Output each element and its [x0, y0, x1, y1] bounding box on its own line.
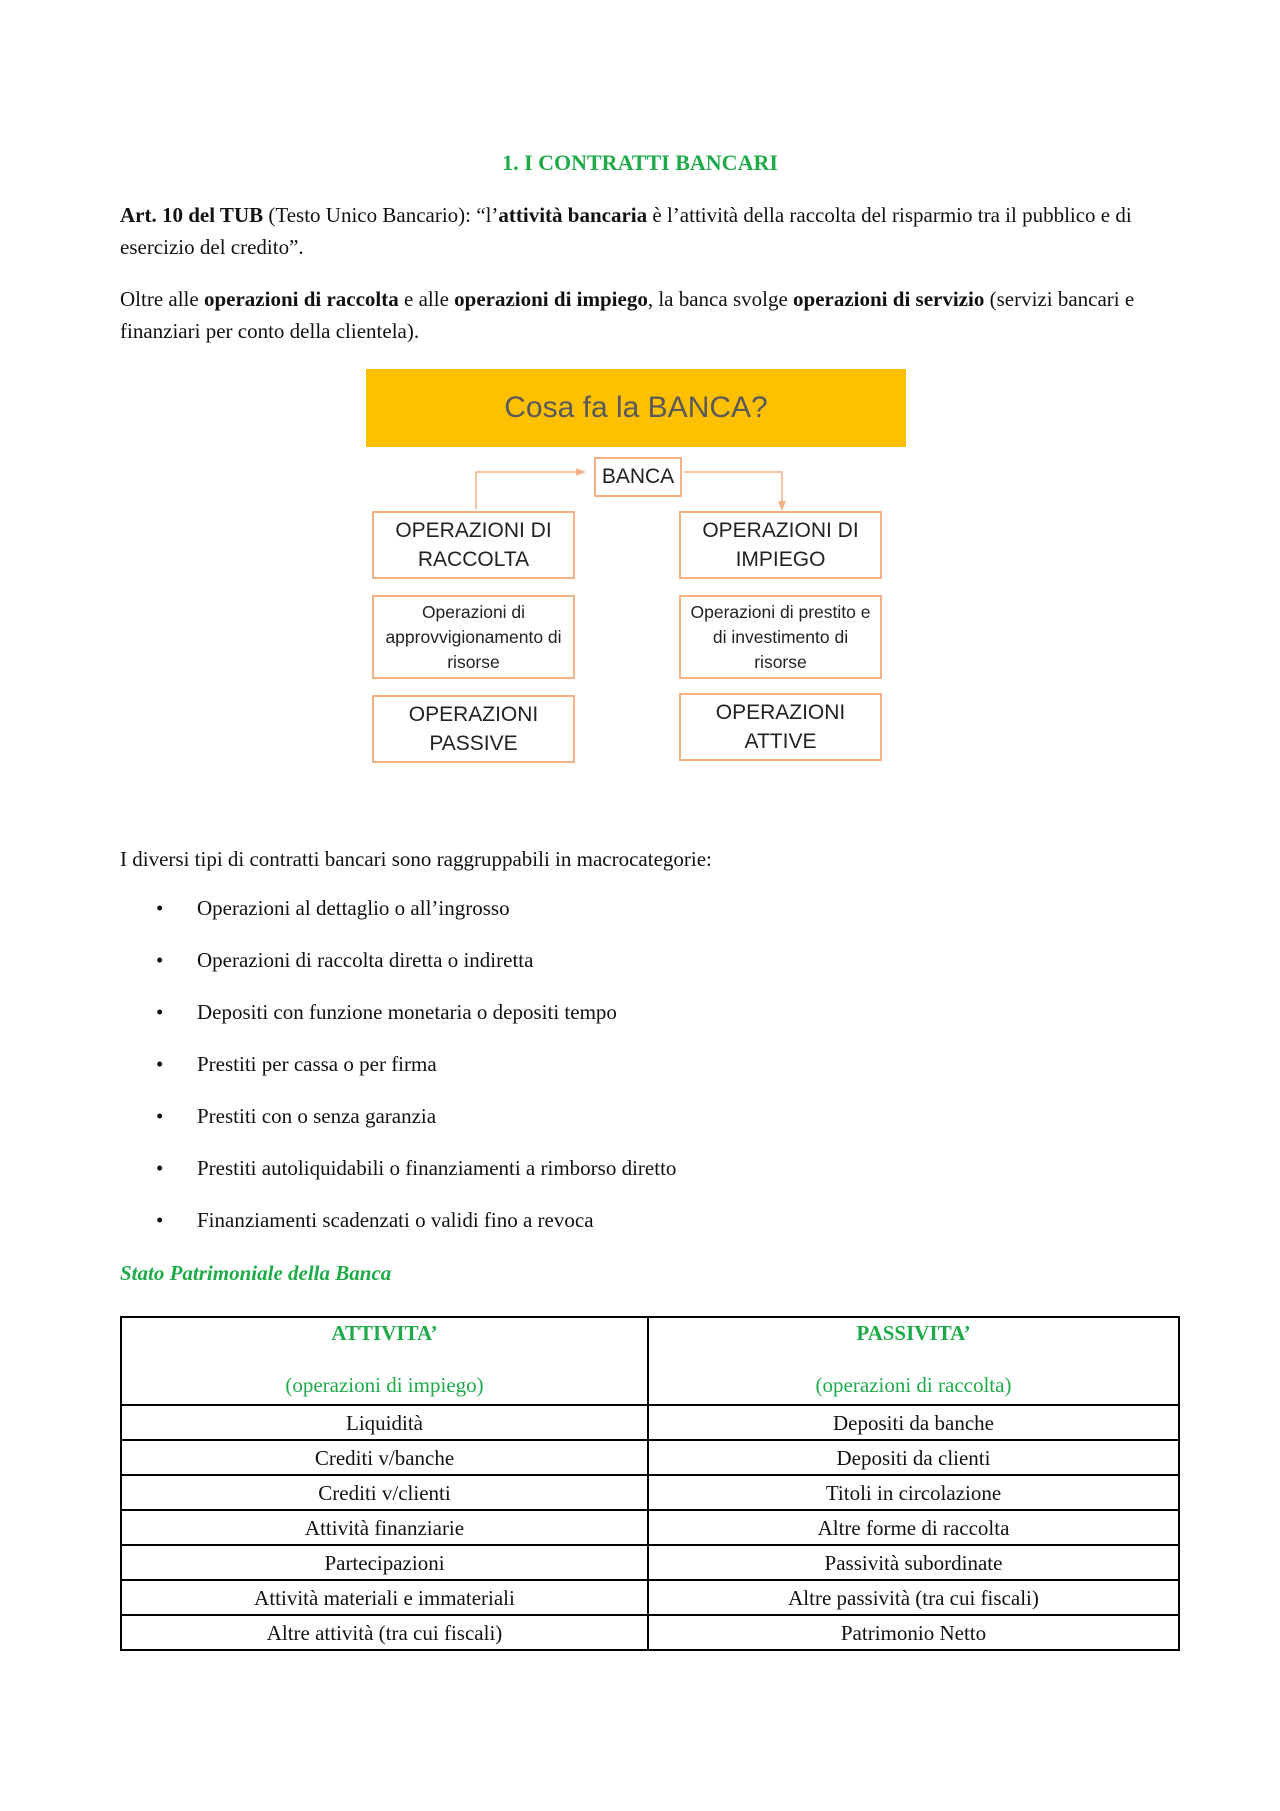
table-cell: Attività finanziarie [121, 1510, 648, 1545]
text: (Testo Unico Bancario): “l’ [263, 203, 499, 227]
diagram-banner-title: Cosa fa la BANCA? [504, 391, 768, 424]
bullet-icon: • [156, 1104, 164, 1128]
list-item-text: Depositi con funzione monetaria o depositi tempo [197, 1000, 617, 1024]
arrow-from-banca [684, 472, 782, 501]
header-title: ATTIVITA’ [331, 1321, 438, 1345]
list-item [120, 1204, 1170, 1256]
bold-text: operazioni di impiego [454, 287, 648, 311]
text: e alle [398, 287, 455, 311]
bold-text: operazioni di raccolta [203, 287, 399, 311]
diagram-box-passive: OPERAZIONI PASSIVE [372, 695, 575, 763]
bullet-icon: • [156, 948, 164, 972]
list-item-text: Operazioni al dettaglio o all’ingrosso [197, 896, 510, 920]
list-item [120, 892, 1170, 944]
diagram-box-raccolta: OPERAZIONI DI RACCOLTA [372, 511, 575, 579]
table-row [121, 1440, 1179, 1475]
bullet-icon: • [156, 1156, 164, 1180]
arrow-head-down-icon [778, 501, 786, 511]
section-title: 1. I CONTRATTI BANCARI [502, 150, 778, 175]
table-cell: Crediti v/clienti [121, 1475, 648, 1510]
diagram-box-prestito: Operazioni di prestito e di investimento di risorse [679, 595, 882, 679]
diagram-box-approvvigionamento: Operazioni di approvvigionamento di risorse [372, 595, 575, 679]
list-item [120, 944, 1170, 996]
diagram-box-attive: OPERAZIONI ATTIVE [679, 693, 882, 761]
text: è l’attività della raccolta del risparmio tra il pubblico e di esercizio del credito”. [120, 203, 1132, 259]
table-cell: Crediti v/banche [121, 1440, 648, 1475]
list-item [120, 996, 1170, 1048]
header-title: PASSIVITA’ [856, 1321, 971, 1345]
paragraph-art10 [120, 199, 1170, 263]
table-header-row [121, 1317, 1179, 1405]
list-item [120, 1152, 1170, 1204]
table-cell: Altre forme di raccolta [648, 1510, 1179, 1545]
table-row [121, 1405, 1179, 1440]
bold-text: attività bancaria [498, 203, 648, 227]
bullet-icon: • [156, 1000, 164, 1024]
table-cell: Altre attività (tra cui fiscali) [121, 1615, 648, 1650]
intro-text: I diversi tipi di contratti bancari sono raggruppabili in macrocategorie: [120, 847, 712, 871]
list-item-text: Finanziamenti scadenzati o validi fino a revoca [197, 1208, 594, 1232]
list-item-text: Operazioni di raccolta diretta o indiretta [197, 948, 534, 972]
table-cell: Attività materiali e immateriali [121, 1580, 648, 1615]
paragraph-operazioni [120, 283, 1170, 347]
table-cell: Titoli in circolazione [648, 1475, 1179, 1510]
table-row [121, 1580, 1179, 1615]
balance-sheet-table [120, 1316, 1180, 1651]
arrow-head-right-icon [576, 468, 586, 476]
text: Oltre alle [120, 287, 204, 311]
table-caption: Stato Patrimoniale della Banca [120, 1261, 392, 1285]
header-subtitle: (operazioni di impiego) [285, 1373, 484, 1397]
table-cell: Liquidità [121, 1405, 648, 1440]
table-cell: Depositi da banche [648, 1405, 1179, 1440]
bullet-icon: • [156, 896, 164, 920]
bank-diagram [366, 369, 906, 769]
list-item [120, 1100, 1170, 1152]
bullet-list [120, 892, 1170, 1256]
text: , la banca svolge [647, 287, 794, 311]
table-cell: Depositi da clienti [648, 1440, 1179, 1475]
bold-text: Art. 10 del TUB [120, 203, 264, 227]
table-cell: Partecipazioni [121, 1545, 648, 1580]
bullet-icon: • [156, 1208, 164, 1232]
header-subtitle: (operazioni di raccolta) [815, 1373, 1012, 1397]
header-passivita [648, 1317, 1179, 1405]
table-row [121, 1545, 1179, 1580]
header-attivita [121, 1317, 648, 1405]
text: (servizi bancari e finanziari per conto della clientela). [120, 287, 1135, 343]
table-row [121, 1510, 1179, 1545]
bullet-icon: • [156, 1052, 164, 1076]
list-item-text: Prestiti autoliquidabili o finanziamenti a rimborso diretto [197, 1156, 677, 1180]
list-item-text: Prestiti per cassa o per firma [197, 1052, 437, 1076]
diagram-box-banca: BANCA [594, 457, 682, 497]
table-cell: Patrimonio Netto [648, 1615, 1179, 1650]
arrow-to-banca [476, 472, 576, 509]
table-row [121, 1615, 1179, 1650]
diagram-box-impiego: OPERAZIONI DI IMPIEGO [679, 511, 882, 579]
table-cell: Passività subordinate [648, 1545, 1179, 1580]
table-row [121, 1475, 1179, 1510]
list-item-text: Prestiti con o senza garanzia [197, 1104, 437, 1128]
table-cell: Altre passività (tra cui fiscali) [648, 1580, 1179, 1615]
bold-text: operazioni di servizio [793, 287, 985, 311]
list-item [120, 1048, 1170, 1100]
